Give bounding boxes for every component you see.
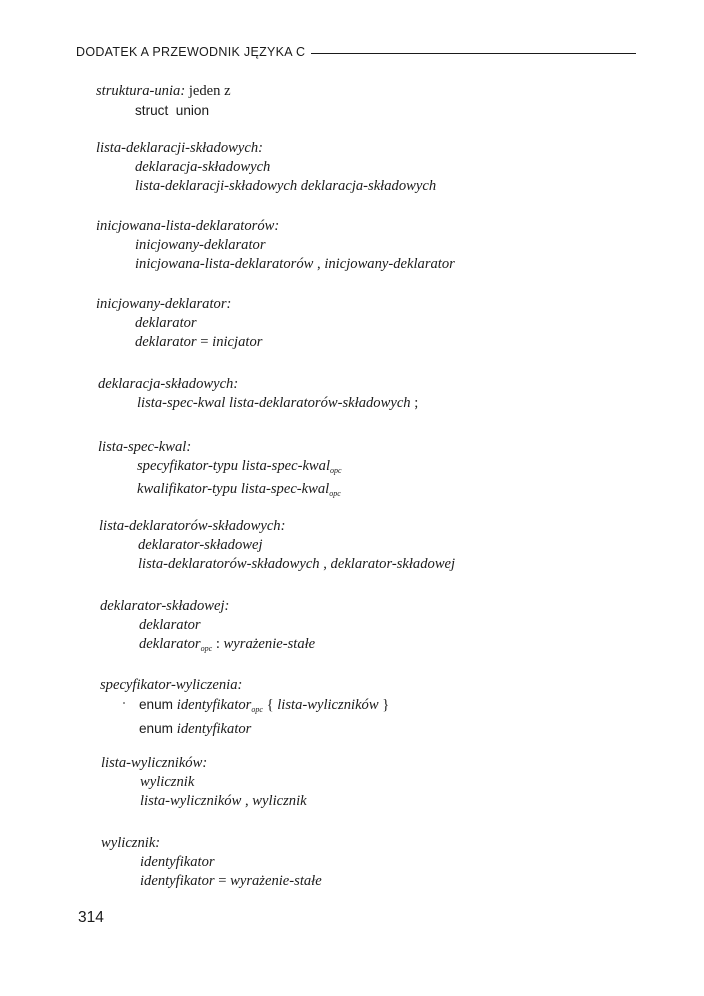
punctuation: ,: [319, 556, 331, 573]
punctuation: }: [378, 697, 390, 714]
rule-alternative: [96, 101, 231, 121]
rule-alternative: [99, 555, 455, 574]
rule-lhs-name: lista-deklaratorów-składowych:: [99, 518, 286, 534]
grammar-rule: [100, 597, 315, 659]
punctuation: {: [262, 697, 278, 714]
rule-alternative: [100, 695, 389, 719]
nonterminal: lista-wyliczników: [140, 793, 242, 810]
punctuation: =: [214, 873, 231, 890]
grammar-rule: [98, 375, 418, 413]
punctuation: ,: [241, 793, 253, 810]
rule-alternative: [98, 457, 342, 480]
keyword: enum: [139, 697, 177, 713]
rule-lhs-name: inicjowany-deklarator:: [96, 296, 232, 312]
grammar-rule: [96, 82, 231, 121]
header-rule-line: [311, 53, 636, 54]
nonterminal: wylicznik: [140, 774, 195, 791]
rule-alternative: [101, 773, 307, 792]
optional-subscript: opc: [329, 489, 341, 499]
grammar-rule: [99, 517, 455, 575]
rule-alternative: [96, 255, 455, 274]
rule-alternative: [101, 853, 322, 872]
grammar-rule: [96, 139, 436, 197]
rule-lhs: [100, 676, 389, 695]
nonterminal: identyfikator: [176, 697, 252, 714]
rule-lhs: [101, 754, 307, 773]
rule-lhs: [101, 834, 322, 853]
rule-lhs-name: wylicznik:: [101, 835, 161, 851]
rule-lhs: [98, 375, 418, 394]
rule-alternative: [99, 536, 455, 555]
nonterminal: wyrażenie-stałe: [223, 636, 316, 653]
grammar-rule: [96, 295, 262, 353]
nonterminal: kwalifikator-typu lista-spec-kwal: [137, 481, 330, 498]
rule-lhs-name: lista-wyliczników:: [101, 755, 208, 771]
nonterminal: inicjator: [212, 334, 263, 351]
running-header: [76, 44, 636, 60]
nonterminal: inicjowany-deklarator: [135, 237, 266, 254]
grammar-rule: [101, 834, 322, 892]
nonterminal: deklarator: [139, 617, 201, 634]
rule-alternative: [96, 177, 436, 196]
rule-alternative: [100, 719, 389, 739]
rule-alternative: [96, 236, 455, 255]
nonterminal: lista-wyliczników: [277, 697, 379, 714]
rule-lhs-name: deklaracja-składowych:: [98, 376, 239, 392]
rule-lhs: [96, 82, 231, 101]
rule-alternative: [98, 480, 342, 503]
rule-lhs: [99, 517, 455, 536]
rule-lhs-name: specyfikator-wyliczenia:: [100, 677, 243, 693]
rule-lhs-name: struktura-unia:: [96, 83, 186, 99]
keyword: struct union: [135, 103, 210, 119]
rule-lhs: [96, 295, 262, 314]
nonterminal: deklarator: [139, 636, 201, 653]
rule-lhs: [98, 438, 342, 457]
rule-alternative: [100, 635, 315, 658]
rule-alternative: [100, 616, 315, 635]
nonterminal: lista-deklaracji-składowych deklaracja-składowych: [135, 178, 437, 195]
nonterminal: lista-deklaratorów-składowych: [138, 556, 320, 573]
optional-subscript: opc: [251, 705, 263, 715]
running-header-title: DODATEK A PRZEWODNIK JĘZYKA C: [76, 45, 306, 59]
rule-lhs: [100, 597, 315, 616]
nonterminal: wylicznik: [252, 793, 307, 810]
nonterminal: deklarator: [135, 334, 197, 351]
rule-lhs-name: lista-spec-kwal:: [98, 439, 192, 455]
grammar-rule: [96, 217, 455, 275]
nonterminal: deklaracja-składowych: [135, 159, 271, 176]
nonterminal: lista-spec-kwal lista-deklaratorów-składowych: [137, 395, 411, 412]
grammar-rule: [101, 754, 307, 812]
rule-lhs-name: inicjowana-lista-deklaratorów:: [96, 218, 280, 234]
scan-speck: [123, 702, 125, 704]
nonterminal: specyfikator-typu lista-spec-kwal: [137, 458, 331, 475]
rule-alternative: [101, 872, 322, 891]
rule-alternative: [98, 394, 418, 413]
page-number: 314: [78, 909, 104, 926]
nonterminal: deklarator: [135, 315, 197, 332]
rule-lhs-name: deklarator-składowej:: [100, 598, 230, 614]
rule-lhs-suffix: jeden z: [185, 83, 231, 99]
rule-alternative: [101, 792, 307, 811]
rule-alternative: [96, 314, 262, 333]
rule-alternative: [96, 158, 436, 177]
nonterminal: wyrażenie-stałe: [230, 873, 322, 890]
rule-lhs: [96, 217, 455, 236]
punctuation: ,: [313, 256, 325, 273]
nonterminal: deklarator-składowej: [330, 556, 456, 573]
grammar-rule: [98, 438, 342, 504]
rule-alternative: [96, 333, 262, 352]
nonterminal: identyfikator: [140, 873, 215, 890]
nonterminal: identyfikator: [140, 854, 215, 871]
nonterminal: identyfikator: [176, 721, 252, 738]
punctuation: ;: [410, 395, 419, 412]
rule-lhs-name: lista-deklaracji-składowych:: [96, 140, 263, 156]
punctuation: :: [212, 636, 224, 653]
rule-lhs: [96, 139, 436, 158]
keyword: enum: [139, 721, 177, 737]
optional-subscript: opc: [330, 466, 342, 476]
nonterminal: inicjowany-deklarator: [324, 256, 455, 273]
nonterminal: deklarator-składowej: [138, 537, 263, 554]
punctuation: =: [196, 334, 213, 351]
grammar-rule: [100, 676, 389, 740]
optional-subscript: opc: [200, 644, 213, 654]
nonterminal: inicjowana-lista-deklaratorów: [135, 256, 314, 273]
